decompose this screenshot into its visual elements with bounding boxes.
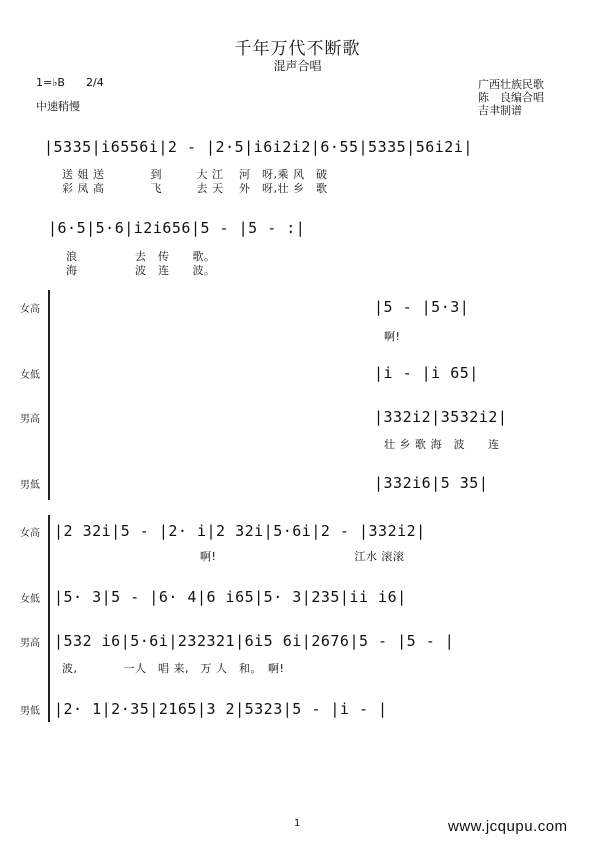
part-label-bass-2: 男低 (20, 706, 40, 717)
engraver-credit: 吉聿制谱 (478, 104, 522, 117)
part-label-alto: 女低 (20, 370, 40, 381)
system1-lyric-verse1: 送 姐 送 到 大 江 河 呀,乘 风 破 (62, 168, 328, 181)
system4-soprano-notes: |2 32i|5 - |2· i|2 32i|5·6i|2 - |332i2| (54, 522, 426, 540)
system4-tenor-lyric: 波, 一人 唱 来, 万 人 和。 啊! (62, 662, 285, 675)
page-subtitle: 混声合唱 (273, 59, 322, 73)
system3-bass-notes: |332i6|5 35| (374, 474, 489, 492)
part-label-soprano-2: 女高 (20, 528, 40, 539)
system1-lyric-verse2: 彩 凤 高 飞 去 天 外 呀,壮 乡 歌 (62, 182, 328, 195)
system4-tenor-notes: |532 i6|5·6i|232321|6i5 6i|2676|5 - |5 - | (54, 632, 455, 650)
system1-notes: |5335|i6556i|2 - |2·5|i6i2i2|6·55|5335|56i2i| (44, 138, 473, 156)
part-label-tenor: 男高 (20, 414, 40, 425)
system3-bracket (48, 290, 50, 500)
tempo-marking: 中速稍慢 (36, 100, 80, 113)
key-signature: 1=♭B (36, 76, 65, 89)
system2-notes: |6·5|5·6|i2i656|5 - |5 - :| (48, 219, 306, 237)
part-label-bass: 男低 (20, 480, 40, 491)
page-title: 千年万代不断歌 (234, 39, 361, 59)
part-label-alto-2: 女低 (20, 594, 40, 605)
part-label-soprano: 女高 (20, 304, 40, 315)
page-number: 1 (294, 818, 301, 829)
system4-alto-notes: |5· 3|5 - |6· 4|6 i65|5· 3|235|ii i6| (54, 588, 407, 606)
arranger-credit: 陈 良编合唱 (478, 91, 544, 104)
system2-lyric-verse1: 浪 去 传 歌。 (66, 250, 216, 263)
site-watermark: www.jcqupu.com (448, 818, 568, 835)
time-signature: 2/4 (86, 76, 104, 89)
system4-bracket (48, 515, 50, 722)
system3-soprano-lyric: 啊! (384, 330, 401, 343)
system3-soprano-notes: |5 - |5·3| (374, 298, 470, 316)
system3-tenor-notes: |332i2|3532i2| (374, 408, 508, 426)
system3-alto-notes: |i - |i 65| (374, 364, 479, 382)
part-label-tenor-2: 男高 (20, 638, 40, 649)
system4-soprano-lyric: 啊! 江水 滚滚 (200, 550, 405, 563)
system3-tenor-lyric: 壮 乡 歌 海 波 连 (384, 438, 500, 451)
origin-credit: 广西壮族民歌 (478, 78, 544, 91)
system4-bass-notes: |2· 1|2·35|2165|3 2|5323|5 - |i - | (54, 700, 388, 718)
system2-lyric-verse2: 海 波 连 波。 (66, 264, 216, 277)
